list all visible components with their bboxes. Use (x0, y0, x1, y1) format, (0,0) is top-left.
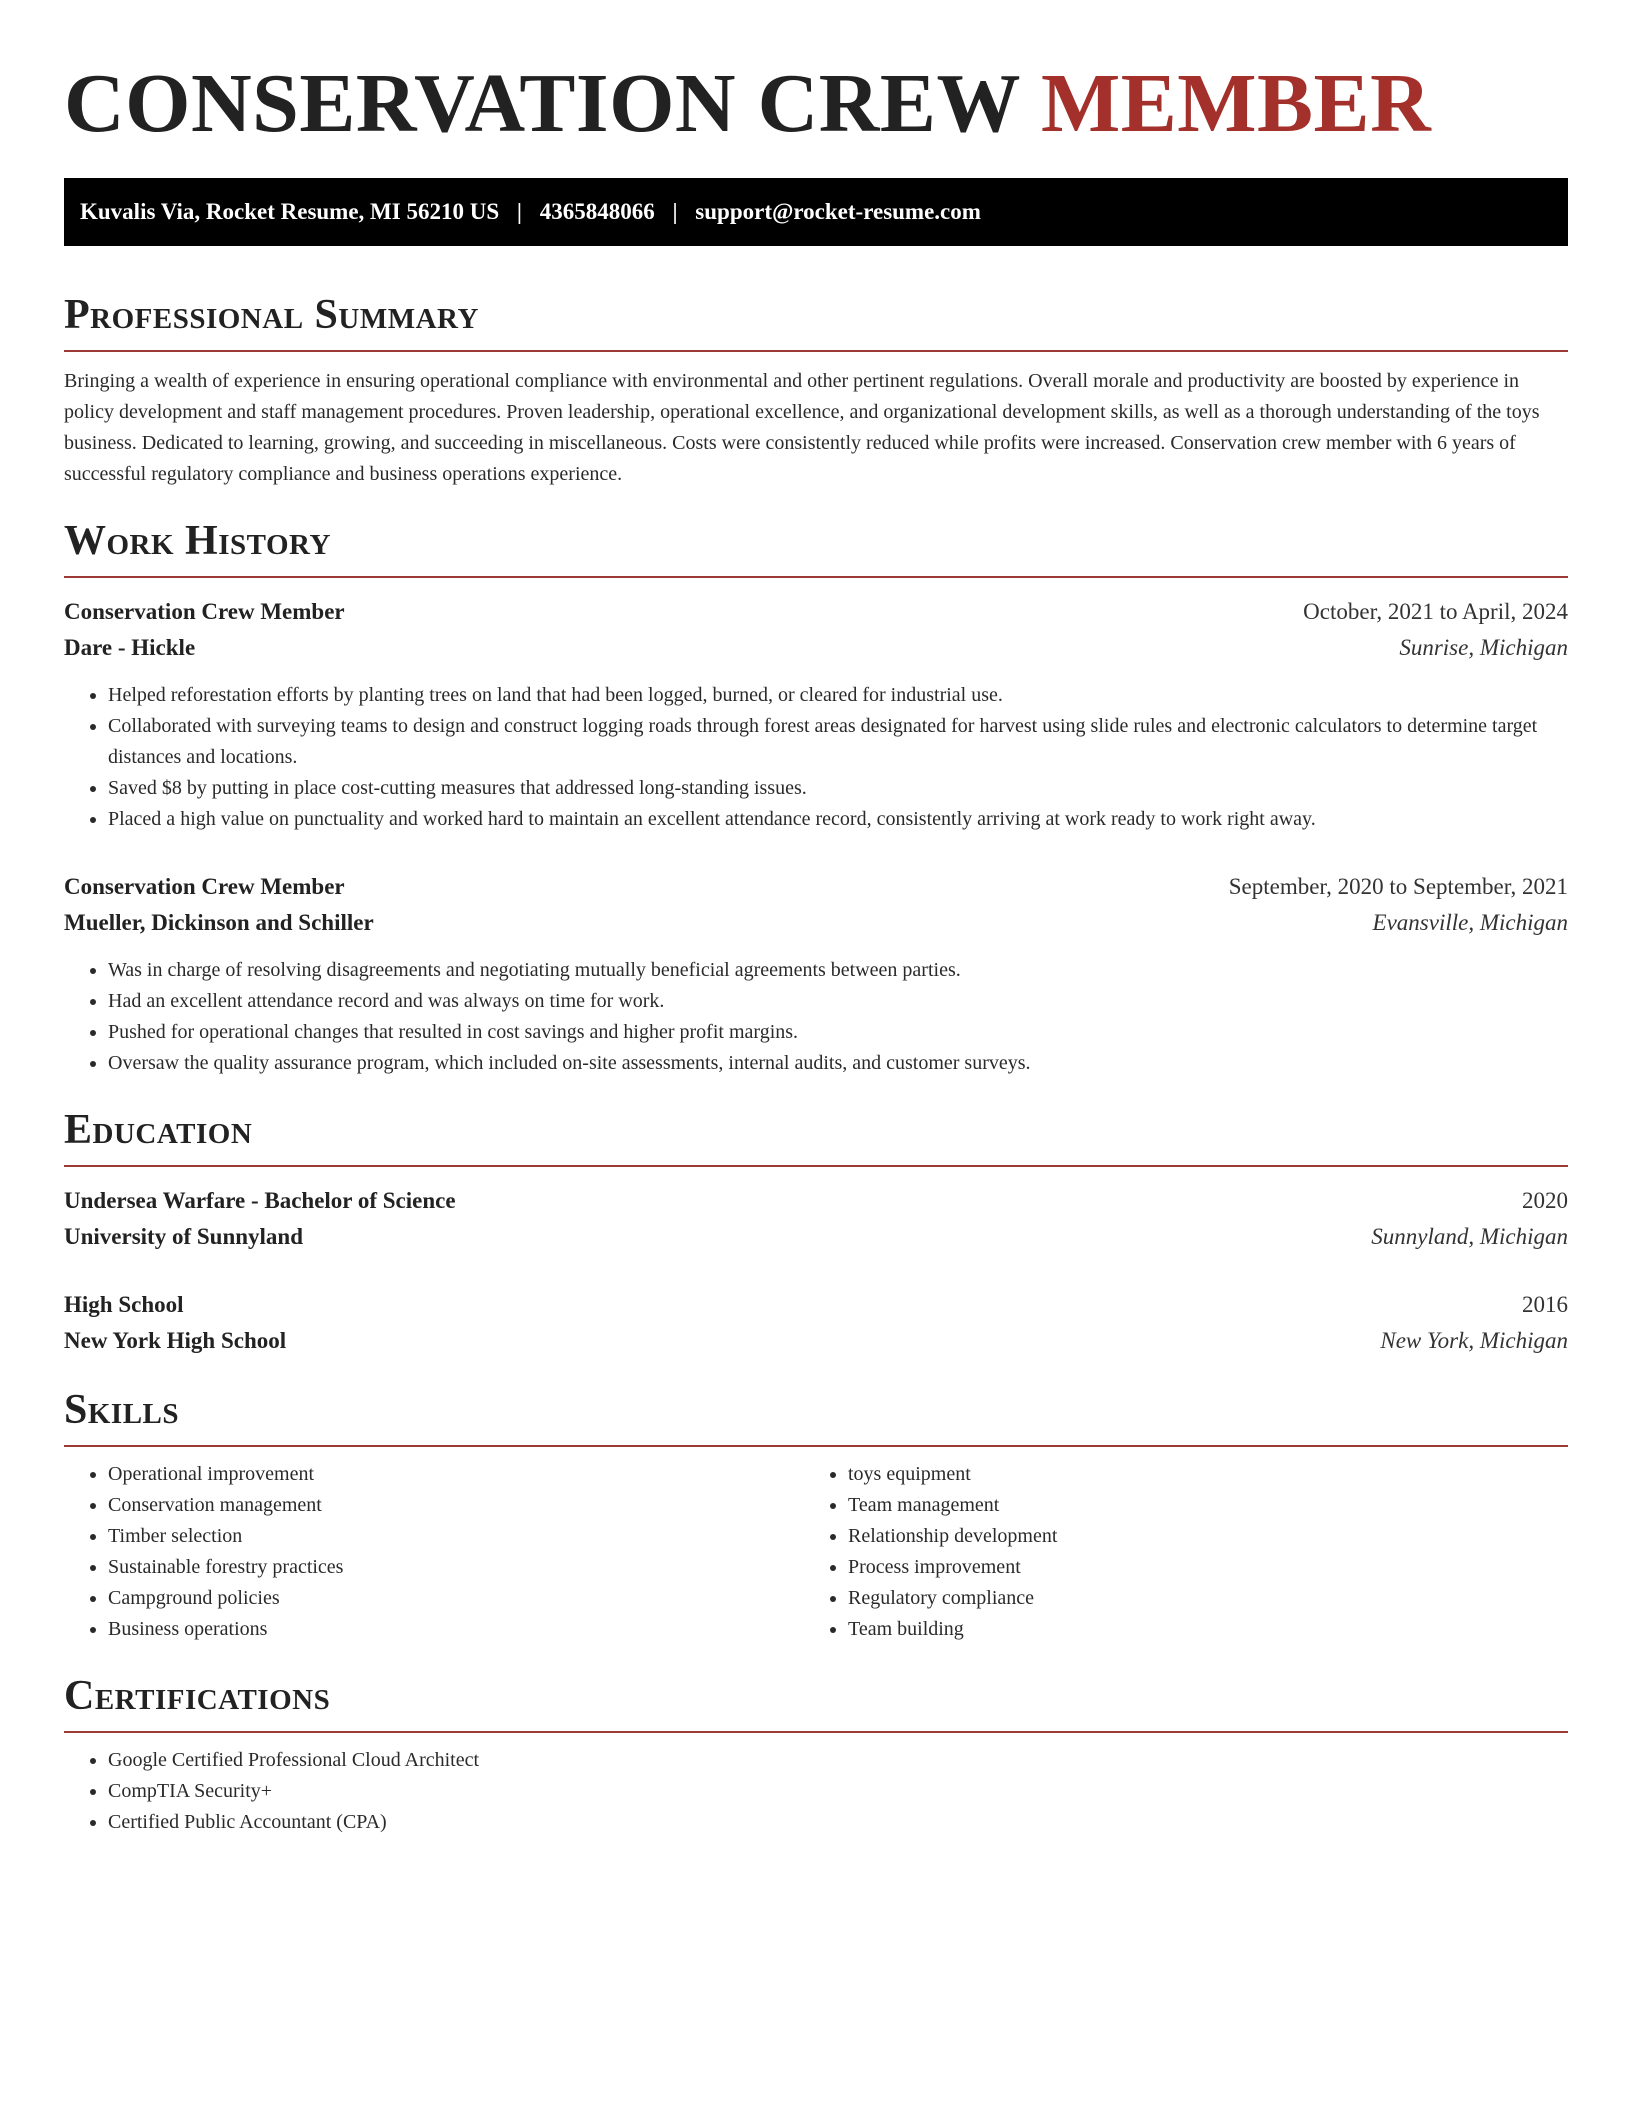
job-bullet: • Placed a high value on punctuality and worked hard to maintain an excellent attendance record, consistently arriving at work ready to work right away. (108, 804, 1568, 835)
contact-email: support@rocket-resume.com (695, 199, 981, 224)
resume-title (64, 0, 1568, 150)
section-divider (64, 576, 1568, 578)
certifications-heading: Certifications (64, 1673, 331, 1719)
certifications-list (64, 1745, 1568, 1838)
contact-separator: | (672, 199, 678, 224)
school: New York High School (64, 1328, 287, 1353)
skill-item: • Timber selection (108, 1521, 804, 1552)
school-row (64, 1219, 1568, 1255)
certification-item: • Google Certified Professional Cloud Architect (108, 1745, 1568, 1776)
skill-item: • Process improvement (848, 1552, 1544, 1583)
job-entry (64, 869, 1568, 1079)
degree: High School (64, 1292, 184, 1317)
job-bullet: • Helped reforestation efforts by planting trees on land that had been logged, burned, or cleared for industrial use. (108, 680, 1568, 711)
skills-section (64, 1385, 1568, 1645)
contact-address: Kuvalis Via, Rocket Resume, MI 56210 US (80, 199, 500, 224)
job-entry (64, 594, 1568, 835)
section-divider (64, 1731, 1568, 1733)
job-bullets (64, 680, 1568, 835)
skill-item: • Operational improvement (108, 1459, 804, 1490)
degree: Undersea Warfare - Bachelor of Science (64, 1188, 456, 1213)
skill-item: • toys equipment (848, 1459, 1544, 1490)
job-title-row (64, 869, 1568, 905)
section-divider (64, 1165, 1568, 1167)
job-title-row (64, 594, 1568, 630)
contact-phone: 4365848066 (539, 199, 655, 224)
skill-item: • Team building (848, 1614, 1544, 1645)
resume-page (64, 0, 1568, 1838)
contact-bar (64, 178, 1568, 246)
job-location: Sunrise, Michigan (1399, 635, 1568, 660)
skill-item: • Sustainable forestry practices (108, 1552, 804, 1583)
skills-list-right (804, 1459, 1544, 1645)
skill-item: • Business operations (108, 1614, 804, 1645)
summary-heading: Professional Summary (64, 292, 479, 338)
summary-text: Bringing a wealth of experience in ensuring operational compliance with environmental and other pertinent regulations. Overall morale and productivity are boosted by experience in policy development and staff management procedures. Proven leadership, operational excellence, and organizational development skills, as well as a thorough understanding of the toys business. Dedicated to learning, growing, and succeeding in miscellaneous. Costs were consistently reduced while profits were increased. Conservation crew member with 6 years of successful regulatory compliance and business operations experience. (64, 370, 1540, 485)
summary-section (64, 290, 1568, 490)
skill-item: • Regulatory compliance (848, 1583, 1544, 1614)
section-divider (64, 1445, 1568, 1447)
certifications-section (64, 1671, 1568, 1838)
work-history-heading: Work History (64, 518, 331, 564)
degree-row (64, 1287, 1568, 1323)
job-bullets (64, 955, 1568, 1079)
school-location: Sunnyland, Michigan (1371, 1224, 1568, 1249)
job-company: Dare - Hickle (64, 635, 196, 660)
skills-list-left (64, 1459, 804, 1645)
school-row (64, 1323, 1568, 1359)
skills-heading: Skills (64, 1387, 180, 1433)
job-bullet: • Oversaw the quality assurance program, which included on-site assessments, internal audits, and customer surveys. (108, 1048, 1568, 1079)
graduation-year: 2020 (1522, 1188, 1568, 1213)
job-bullet: • Saved $8 by putting in place cost-cutting measures that addressed long-standing issues. (108, 773, 1568, 804)
school-location: New York, Michigan (1380, 1328, 1568, 1353)
skill-item: • Campground policies (108, 1583, 804, 1614)
job-bullet: • Was in charge of resolving disagreements and negotiating mutually beneficial agreements between parties. (108, 955, 1568, 986)
education-entry (64, 1287, 1568, 1359)
skills-columns (64, 1459, 1568, 1645)
job-company: Mueller, Dickinson and Schiller (64, 910, 374, 935)
certification-item: • Certified Public Accountant (CPA) (108, 1807, 1568, 1838)
job-bullet: • Collaborated with surveying teams to design and construct logging roads through forest areas designated for harvest using slide rules and electronic calculators to determine target distances and locations. (108, 711, 1568, 773)
education-heading: Education (64, 1107, 253, 1153)
contact-separator: | (516, 199, 522, 224)
job-company-row (64, 630, 1568, 666)
title-main: CONSERVATION CREW (64, 57, 1020, 150)
job-company-row (64, 905, 1568, 941)
job-dates: September, 2020 to September, 2021 (1228, 874, 1568, 899)
job-bullet: • Pushed for operational changes that resulted in cost savings and higher profit margins. (108, 1017, 1568, 1048)
work-history-section (64, 516, 1568, 1079)
graduation-year: 2016 (1522, 1292, 1568, 1317)
title-accent: MEMBER (1040, 57, 1432, 150)
school: University of Sunnyland (64, 1224, 304, 1249)
job-bullet: • Had an excellent attendance record and was always on time for work. (108, 986, 1568, 1017)
degree-row (64, 1183, 1568, 1219)
certification-item: • CompTIA Security+ (108, 1776, 1568, 1807)
job-dates: October, 2021 to April, 2024 (1303, 599, 1568, 624)
skill-item: • Team management (848, 1490, 1544, 1521)
skill-item: • Relationship development (848, 1521, 1544, 1552)
job-location: Evansville, Michigan (1372, 910, 1568, 935)
education-section (64, 1105, 1568, 1359)
job-title: Conservation Crew Member (64, 599, 345, 624)
skill-item: • Conservation management (108, 1490, 804, 1521)
section-divider (64, 350, 1568, 352)
job-title: Conservation Crew Member (64, 874, 345, 899)
education-entry (64, 1183, 1568, 1255)
